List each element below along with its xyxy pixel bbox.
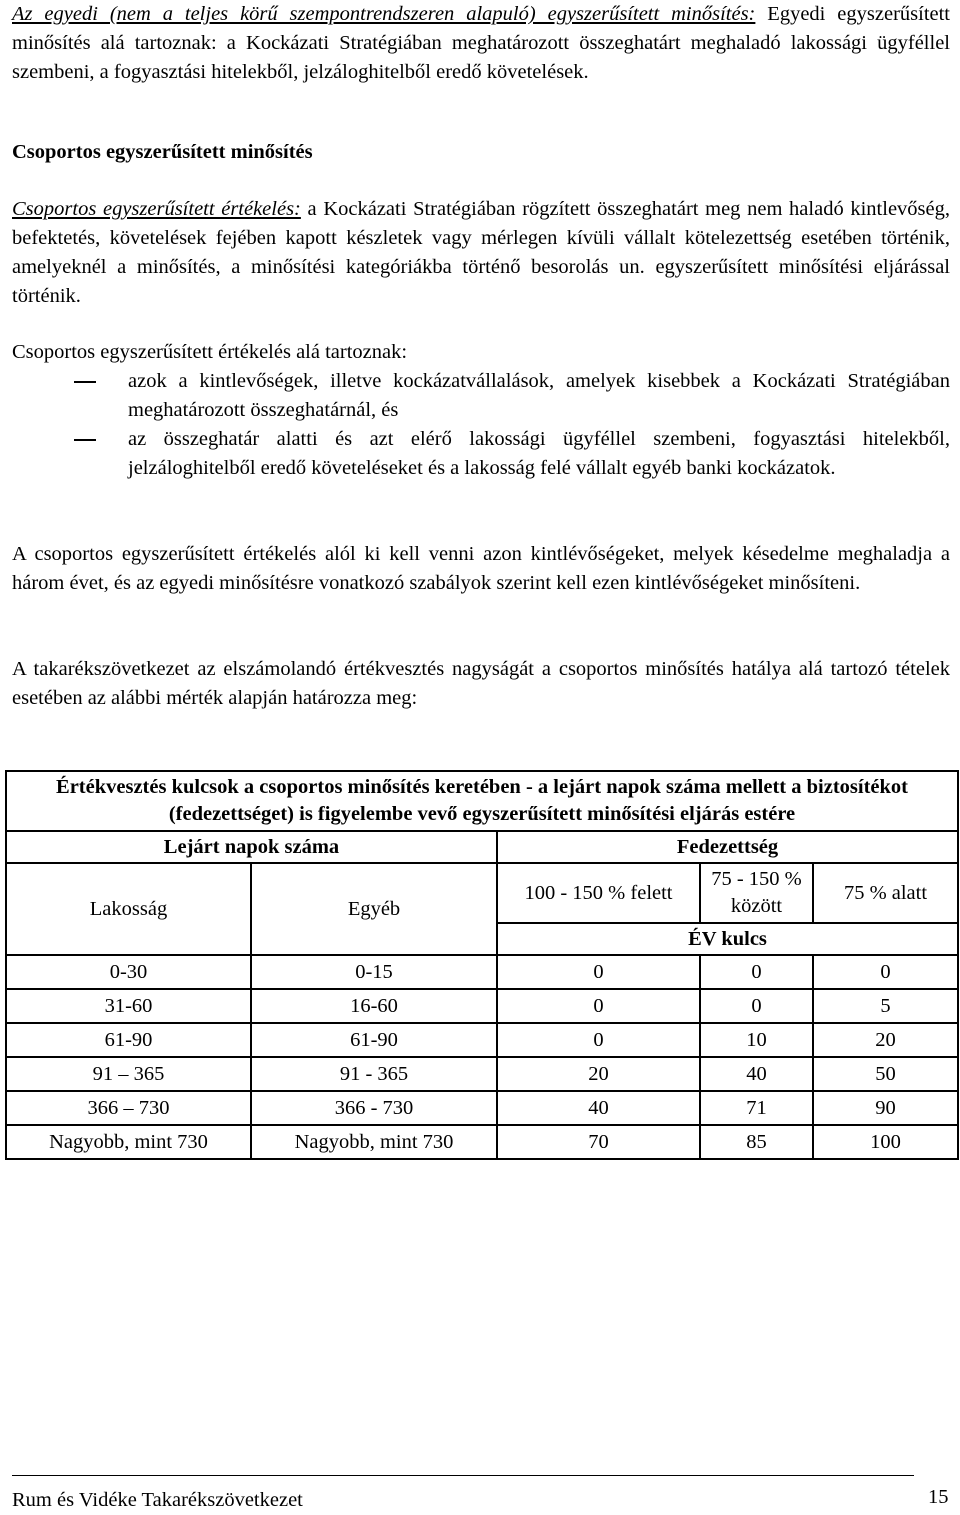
cell-over-100: 0	[497, 955, 700, 989]
cell-under-75: 0	[813, 955, 958, 989]
impairment-rate-table	[5, 770, 959, 1160]
list-item	[12, 367, 950, 425]
cell-over-100: 20	[497, 1057, 700, 1091]
cell-under-75: 100	[813, 1125, 958, 1159]
group-scope-intro: Csoportos egyszerűsített értékelés alá tartoznak:	[12, 341, 408, 363]
impairment-paragraph: A takarékszövetkezet az elszámolandó értékvesztés nagyságát a csoportos minősítés hatálya alá tartozó tételek esetében az alábbi mérték alapján határozza meg:	[12, 658, 950, 709]
cell-lakossag: 31-60	[6, 989, 251, 1023]
col-header-egyeb: Egyéb	[251, 863, 497, 955]
intro-label: Az egyedi (nem a teljes körű szempontrendszeren alapuló) egyszerűsített minősítés:	[12, 3, 756, 25]
exclusion-paragraph: A csoportos egyszerűsített értékelés alól ki kell venni azon kintlévőségeket, melyek késedelme meghaladja a három évet, és az egyedi minősítésre vonatkozó szabályok szerint kell ezen kintlévőségeket minősíteni.	[12, 543, 950, 594]
footer-organization: Rum és Vidéke Takarékszövetkezet	[12, 1489, 303, 1511]
page-number: 15	[928, 1486, 949, 1508]
cell-75-150: 0	[700, 989, 813, 1023]
footer-divider	[12, 1475, 914, 1476]
col-header-under-75: 75 % alatt	[813, 863, 958, 923]
table-row	[6, 1023, 958, 1057]
intro-text: Egyedi egyszerűsített minősítés alá tartoznak: a Kockázati Stratégiában meghatározott összeghatárt meghaladó lakossági ügyféllel szembeni, a fogyasztási hitelekből, jelzáloghitelből eredő követelések.	[12, 3, 950, 83]
list-item	[12, 425, 950, 483]
list-item-text: az összeghatár alatti és azt elérő lakossági ügyféllel szembeni, fogyasztási hitelekből, jelzáloghitelből eredő követeléseket és a lakosság felé vállalt egyéb banki kockázatok.	[128, 428, 950, 479]
table-row	[6, 989, 958, 1023]
group-evaluation-text: a Kockázati Stratégiában rögzített összeghatárt meg nem haladó kintlevőség, befektetés, követelések fejében kapott készletek vagy mérlegen kívüli vállalt kötelezettség esetében történik, amelyeknél a minősítés, a minősítési kategóriákba történő besorolás un. egyszerűsített minősítési eljárással történik.	[12, 198, 950, 307]
table-group-header-overdue: Lejárt napok száma	[6, 831, 497, 863]
dash-bullet-icon	[74, 381, 96, 383]
cell-lakossag: 91 – 365	[6, 1057, 251, 1091]
col-header-over-100: 100 - 150 % felett	[497, 863, 700, 923]
cell-over-100: 70	[497, 1125, 700, 1159]
cell-over-100: 40	[497, 1091, 700, 1125]
section-heading: Csoportos egyszerűsített minősítés	[12, 141, 313, 163]
cell-lakossag: Nagyobb, mint 730	[6, 1125, 251, 1159]
cell-lakossag: 0-30	[6, 955, 251, 989]
col-header-75-150: 75 - 150 % között	[700, 863, 813, 923]
dash-bullet-icon	[74, 439, 96, 441]
group-evaluation-label: Csoportos egyszerűsített értékelés:	[12, 198, 301, 220]
cell-egyeb: 61-90	[251, 1023, 497, 1057]
cell-over-100: 0	[497, 1023, 700, 1057]
cell-under-75: 50	[813, 1057, 958, 1091]
table-row	[6, 1125, 958, 1159]
cell-lakossag: 61-90	[6, 1023, 251, 1057]
cell-under-75: 20	[813, 1023, 958, 1057]
cell-egyeb: 91 - 365	[251, 1057, 497, 1091]
ev-key-header: ÉV kulcs	[497, 923, 958, 955]
group-evaluation-paragraph	[12, 195, 950, 311]
cell-over-100: 0	[497, 989, 700, 1023]
cell-75-150: 71	[700, 1091, 813, 1125]
table-title: Értékvesztés kulcsok a csoportos minősítés keretében - a lejárt napok száma mellett a biztosítékot (fedezettséget) is figyelembe vevő egyszerűsített minősítési eljárás estére	[6, 771, 958, 831]
cell-under-75: 90	[813, 1091, 958, 1125]
cell-egyeb: 16-60	[251, 989, 497, 1023]
cell-75-150: 0	[700, 955, 813, 989]
cell-under-75: 5	[813, 989, 958, 1023]
cell-egyeb: 366 - 730	[251, 1091, 497, 1125]
cell-75-150: 10	[700, 1023, 813, 1057]
scope-list	[12, 367, 950, 483]
cell-75-150: 85	[700, 1125, 813, 1159]
cell-egyeb: Nagyobb, mint 730	[251, 1125, 497, 1159]
cell-egyeb: 0-15	[251, 955, 497, 989]
cell-75-150: 40	[700, 1057, 813, 1091]
table-row	[6, 1057, 958, 1091]
list-item-text: azok a kintlevőségek, illetve kockázatvállalások, amelyek kisebbek a Kockázati Stratégiában meghatározott összeghatárnál, és	[128, 370, 950, 421]
table-group-header-coverage: Fedezettség	[497, 831, 958, 863]
table-row	[6, 955, 958, 989]
cell-lakossag: 366 – 730	[6, 1091, 251, 1125]
col-header-lakossag: Lakosság	[6, 863, 251, 955]
table-row	[6, 1091, 958, 1125]
intro-paragraph	[12, 0, 950, 87]
